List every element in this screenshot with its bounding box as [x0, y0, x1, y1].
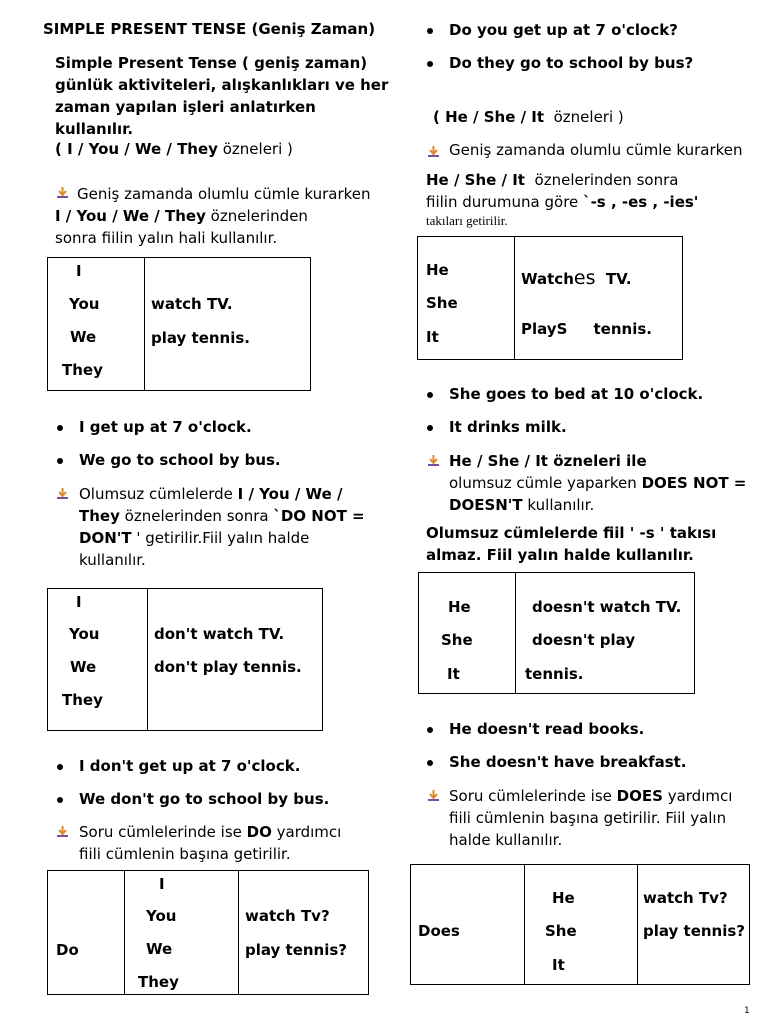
question-rule-text: Soru cümlelerinde ise: [449, 787, 612, 805]
suffix-rule-line: takıları getirilir.: [426, 213, 508, 228]
table-cell-pronoun: It: [426, 328, 439, 346]
negative-rule-line: [79, 527, 379, 549]
table-cell-pronoun: You: [146, 907, 177, 925]
question-rule-text: Soru cümlelerinde ise: [79, 823, 242, 841]
table-cell-pronoun: She: [545, 922, 577, 940]
question-rule-right: [449, 785, 759, 851]
table-cell-pronoun: He: [426, 261, 449, 279]
suffix-rule-line: [426, 169, 756, 191]
negative-rule-line: kullanılır.: [79, 551, 146, 569]
negative-rule-text: Olumsuz cümlelerde: [79, 485, 233, 503]
table-cell-pronoun: They: [62, 691, 103, 709]
suffix-rule-text: fiilin durumuna göre: [426, 193, 579, 211]
page-number: 1: [744, 1006, 750, 1016]
bullet-icon: [427, 425, 433, 431]
table-cell-verb: doesn't watch TV.: [532, 598, 682, 616]
table-cell-pronoun: We: [70, 658, 97, 676]
question-rule-text: yardımcı: [276, 823, 342, 841]
suffix-rule: [426, 169, 756, 229]
positive-rule: [55, 183, 395, 249]
note-line: almaz. Fiil yalın halde kullanılır.: [426, 546, 694, 564]
negative-rule-text: öznelerinden sonra: [124, 507, 269, 525]
table-cell-pronoun: I: [159, 875, 165, 893]
table-cell-verb: don't play tennis.: [154, 658, 302, 676]
question-rule: [79, 821, 379, 865]
question-rule-line: [79, 821, 379, 843]
arrow-bullet-icon: [56, 487, 69, 500]
table-cell-pronoun: He: [552, 889, 575, 907]
negative-rule-text: kullanılır.: [527, 496, 595, 514]
positive-rule-line: sonra fiilin yalın hali kullanılır.: [55, 229, 278, 247]
table-cell-verb: watch Tv?: [643, 889, 728, 907]
suffix-rule-text: öznelerinden sonra: [534, 171, 679, 189]
suffix-rule-suffixes: `-s , -es , -ies': [583, 193, 699, 211]
bullet-icon: [427, 727, 433, 733]
bullet-icon: [427, 28, 433, 34]
table-cell-aux: Does: [418, 922, 460, 940]
intro-paragraph: [55, 52, 395, 140]
table-cell-pronoun: He: [448, 598, 471, 616]
verb-object: tennis.: [593, 320, 652, 338]
negative-rule-aux: `DO NOT =: [273, 507, 365, 525]
bullet-icon: [427, 61, 433, 67]
positive-rule-line: Geniş zamanda olumlu cümle kurarken: [77, 185, 371, 203]
negative-rule-subjects: They: [79, 507, 120, 525]
table-cell-verb: tennis.: [525, 665, 584, 683]
positive-rule-line: [55, 205, 395, 227]
table-cell-pronoun: I: [76, 262, 82, 280]
table-cell-verb: [521, 320, 652, 338]
question-rule-line: halde kullanılır.: [449, 831, 563, 849]
table-negative-he-she: [418, 572, 695, 694]
subjects-label: özneleri ): [222, 140, 293, 158]
list-item: It drinks milk.: [449, 418, 567, 436]
list-item: I don't get up at 7 o'clock.: [79, 757, 301, 775]
list-item: I get up at 7 o'clock.: [79, 418, 252, 436]
note-line: Olumsuz cümlelerde fiil ' -s ' takısı: [426, 524, 717, 542]
table-cell-pronoun: I: [76, 593, 82, 611]
subjects-pronouns: ( I / You / We / They: [55, 140, 218, 158]
table-cell-pronoun: They: [138, 973, 179, 991]
table-cell-verb: doesn't play: [532, 631, 636, 649]
subjects-line: [55, 140, 293, 158]
negative-rule-right: [449, 450, 759, 516]
verb-stem: Watch: [521, 270, 574, 288]
question-rule-text: yardımcı: [667, 787, 733, 805]
table-cell-verb: play tennis?: [643, 922, 746, 940]
list-item: Do they go to school by bus?: [449, 54, 694, 72]
subjects-pronouns: ( He / She / It: [433, 108, 545, 126]
question-rule-line: [449, 785, 759, 807]
arrow-bullet-icon: [56, 825, 69, 838]
subjects-line-he-she-it: [433, 108, 624, 126]
question-rule-line: fiili cümlenin başına getirilir. Fiil yalın: [449, 809, 727, 827]
arrow-bullet-icon: [427, 454, 440, 467]
table-cell-pronoun: You: [69, 625, 100, 643]
table-positive-i-you: [47, 257, 311, 391]
table-cell-verb: watch Tv?: [245, 907, 330, 925]
table-cell-pronoun: It: [552, 956, 565, 974]
verb-object: TV.: [605, 270, 632, 288]
negative-rule-line: [79, 483, 379, 505]
negative-rule-line: [449, 472, 759, 494]
intro-line: zaman yapılan işleri anlatırken: [55, 98, 316, 116]
table-cell-aux: Do: [56, 941, 79, 959]
negative-note: [426, 522, 756, 566]
table-cell-pronoun: We: [146, 940, 173, 958]
suffix-rule-subjects: He / She / It: [426, 171, 525, 189]
table-cell-pronoun: We: [70, 328, 97, 346]
table-cell-pronoun: She: [441, 631, 473, 649]
verb-suffix: S: [556, 320, 568, 338]
bullet-icon: [57, 764, 63, 770]
verb-suffix: es: [573, 267, 596, 289]
negative-rule-aux: DOES NOT =: [641, 474, 747, 492]
page-title: SIMPLE PRESENT TENSE (Geniş Zaman): [43, 20, 376, 38]
list-item: We don't go to school by bus.: [79, 790, 330, 808]
verb-stem: Play: [521, 320, 557, 338]
bullet-icon: [427, 760, 433, 766]
intro-line: Simple Present Tense ( geniş zaman): [55, 54, 368, 72]
list-item: Do you get up at 7 o'clock?: [449, 21, 678, 39]
positive-rule-text: öznelerinden: [210, 207, 308, 225]
negative-rule-aux: DOESN'T: [449, 496, 523, 514]
table-cell-verb: play tennis?: [245, 941, 348, 959]
question-rule-line: fiili cümlenin başına getirilir.: [79, 845, 291, 863]
table-cell-pronoun: You: [69, 295, 100, 313]
bullet-icon: [57, 458, 63, 464]
arrow-bullet-icon: [427, 145, 440, 158]
table-cell-verb: play tennis.: [151, 329, 251, 347]
table-cell-verb: [521, 267, 632, 289]
negative-rule-text: ' getirilir.Fiil yalın halde: [136, 529, 310, 547]
intro-line: günlük aktiviteleri, alışkanlıkları ve her: [55, 76, 389, 94]
bullet-icon: [57, 797, 63, 803]
arrow-bullet-icon: [427, 789, 440, 802]
table-cell-pronoun: It: [447, 665, 460, 683]
table-cell-verb: watch TV.: [151, 295, 233, 313]
negative-rule-line: He / She / It özneleri ile: [449, 452, 647, 470]
negative-rule: [79, 483, 379, 571]
list-item: He doesn't read books.: [449, 720, 645, 738]
negative-rule-subjects: I / You / We /: [237, 485, 343, 503]
subjects-label: özneleri ): [553, 108, 624, 126]
table-question-does: [410, 864, 750, 985]
bullet-icon: [427, 392, 433, 398]
negative-rule-line: [79, 505, 379, 527]
list-item: She doesn't have breakfast.: [449, 753, 687, 771]
negative-rule-text: olumsuz cümle yaparken: [449, 474, 637, 492]
list-item: We go to school by bus.: [79, 451, 281, 469]
list-item: She goes to bed at 10 o'clock.: [449, 385, 704, 403]
table-question-do: [47, 870, 369, 995]
positive-rule-right: Geniş zamanda olumlu cümle kurarken: [449, 141, 743, 159]
table-negative-i-you: [47, 588, 323, 731]
negative-rule-aux: DON'T: [79, 529, 132, 547]
table-cell-pronoun: She: [426, 294, 458, 312]
table-cell-pronoun: They: [62, 361, 103, 379]
bullet-icon: [57, 425, 63, 431]
positive-rule-subjects: I / You / We / They: [55, 207, 206, 225]
question-rule-aux: DO: [246, 823, 272, 841]
suffix-rule-line: [426, 191, 756, 213]
table-positive-he-she: [417, 236, 683, 360]
intro-line: kullanılır.: [55, 120, 134, 138]
question-rule-aux: DOES: [616, 787, 663, 805]
negative-rule-line: [449, 494, 759, 516]
table-cell-verb: don't watch TV.: [154, 625, 285, 643]
